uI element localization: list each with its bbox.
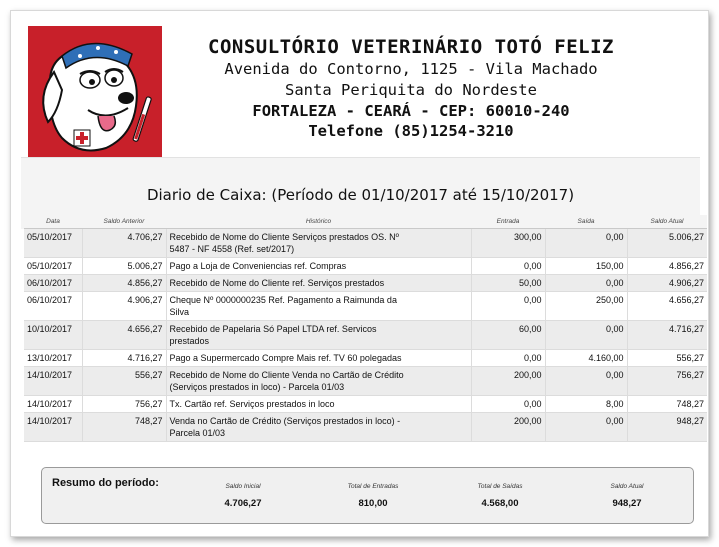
cell-balance: 5.006,27 xyxy=(627,228,707,257)
column-header-history: Histórico xyxy=(166,215,471,228)
history-line-2: Parcela 01/03 xyxy=(169,427,226,438)
cell-out: 0,00 xyxy=(545,320,627,349)
address-line-1: Avenida do Contorno, 1125 - Vila Machado xyxy=(224,60,598,78)
clinic-header xyxy=(171,35,651,141)
cell-balance: 756,27 xyxy=(627,366,707,395)
table-row xyxy=(24,320,707,349)
cash-ledger-table xyxy=(24,215,707,442)
summary-title: Resumo do período: xyxy=(52,477,159,489)
cell-balance: 4.906,27 xyxy=(627,274,707,291)
cell-history xyxy=(166,257,471,274)
cell-history xyxy=(166,349,471,366)
clinic-name: CONSULTÓRIO VETERINÁRIO TOTÓ FELIZ xyxy=(208,36,614,58)
cell-out: 0,00 xyxy=(545,412,627,441)
cell-date: 14/10/2017 xyxy=(24,395,82,412)
summary-label: Total de Entradas xyxy=(347,483,399,490)
table-row xyxy=(24,257,707,274)
table-row xyxy=(24,228,707,257)
table-header-row xyxy=(24,215,707,228)
cell-prev-balance: 748,27 xyxy=(82,412,166,441)
cell-prev-balance: 4.906,27 xyxy=(82,291,166,320)
report-page xyxy=(10,10,709,537)
history-line-2: prestados xyxy=(169,335,210,346)
cell-date: 05/10/2017 xyxy=(24,257,82,274)
table-row xyxy=(24,274,707,291)
cell-date: 06/10/2017 xyxy=(24,291,82,320)
cell-balance: 4.856,27 xyxy=(627,257,707,274)
cell-out: 0,00 xyxy=(545,366,627,395)
cell-balance: 4.656,27 xyxy=(627,291,707,320)
summary-total-in xyxy=(318,483,428,509)
cell-date: 10/10/2017 xyxy=(24,320,82,349)
dog-logo-icon xyxy=(28,26,162,158)
cell-in: 0,00 xyxy=(471,349,545,366)
summary-label: Total de Saídas xyxy=(477,483,523,490)
cell-balance: 556,27 xyxy=(627,349,707,366)
cell-date: 13/10/2017 xyxy=(24,349,82,366)
history-line-1: Tx. Cartão ref. Serviços prestados in loco xyxy=(169,398,335,409)
column-header-date: Data xyxy=(24,215,82,228)
phone-line: Telefone (85)1254-3210 xyxy=(308,122,514,140)
table-row xyxy=(24,366,707,395)
cell-balance: 748,27 xyxy=(627,395,707,412)
cell-in: 60,00 xyxy=(471,320,545,349)
cell-in: 50,00 xyxy=(471,274,545,291)
column-header-balance: Saldo Atual xyxy=(627,215,707,228)
history-line-2: 5487 - NF 4558 (Ref. set/2017) xyxy=(169,243,295,254)
cell-in: 200,00 xyxy=(471,366,545,395)
history-line-1: Cheque Nº 0000000235 Ref. Pagamento a Raimunda da xyxy=(169,294,397,305)
cell-in: 300,00 xyxy=(471,228,545,257)
cell-date: 05/10/2017 xyxy=(24,228,82,257)
cell-out: 0,00 xyxy=(545,228,627,257)
cell-in: 0,00 xyxy=(471,291,545,320)
cell-history xyxy=(166,320,471,349)
cell-prev-balance: 5.006,27 xyxy=(82,257,166,274)
history-line-2: (Serviços prestados in loco) - Parcela 01/03 xyxy=(169,381,345,392)
report-title: Diario de Caixa: (Período de 01/10/2017 até 15/10/2017) xyxy=(146,186,575,204)
cell-balance: 4.716,27 xyxy=(627,320,707,349)
column-header-out: Saída xyxy=(545,215,627,228)
table-row xyxy=(24,349,707,366)
cell-in: 0,00 xyxy=(471,257,545,274)
column-header-in: Entrada xyxy=(471,215,545,228)
cell-date: 06/10/2017 xyxy=(24,274,82,291)
summary-value: 948,27 xyxy=(612,498,642,509)
cell-prev-balance: 556,27 xyxy=(82,366,166,395)
summary-value: 4.706,27 xyxy=(224,498,262,509)
cell-history xyxy=(166,291,471,320)
summary-initial-balance xyxy=(188,483,298,509)
history-line-1: Venda no Cartão de Crédito (Serviços prestados in loco) - xyxy=(169,415,401,426)
cell-in: 0,00 xyxy=(471,395,545,412)
history-line-1: Pago a Loja de Conveniencias ref. Compras xyxy=(169,260,347,271)
cell-prev-balance: 4.656,27 xyxy=(82,320,166,349)
cell-out: 0,00 xyxy=(545,274,627,291)
cell-prev-balance: 756,27 xyxy=(82,395,166,412)
summary-total-out xyxy=(445,483,555,509)
history-line-1: Recebido de Nome do Cliente Venda no Cartão de Crédito xyxy=(169,369,404,380)
cell-history xyxy=(166,228,471,257)
summary-label: Saldo Atual xyxy=(610,483,644,490)
cell-date: 14/10/2017 xyxy=(24,412,82,441)
cell-history xyxy=(166,412,471,441)
history-line-1: Pago a Supermercado Compre Mais ref. TV 60 polegadas xyxy=(169,352,402,363)
cell-prev-balance: 4.706,27 xyxy=(82,228,166,257)
city-line: FORTALEZA - CEARÁ - CEP: 60010-240 xyxy=(252,102,570,120)
table-row xyxy=(24,412,707,441)
column-header-prev-balance: Saldo Anterior xyxy=(82,215,166,228)
cell-balance: 948,27 xyxy=(627,412,707,441)
period-summary xyxy=(41,467,694,524)
table-row xyxy=(24,395,707,412)
cell-prev-balance: 4.856,27 xyxy=(82,274,166,291)
address-line-2: Santa Periquita do Nordeste xyxy=(285,81,537,99)
clinic-logo xyxy=(28,26,162,158)
summary-current-balance xyxy=(572,483,682,509)
cell-out: 8,00 xyxy=(545,395,627,412)
cell-history xyxy=(166,395,471,412)
cell-out: 4.160,00 xyxy=(545,349,627,366)
cell-history xyxy=(166,366,471,395)
history-line-2: Silva xyxy=(169,306,190,317)
summary-value: 4.568,00 xyxy=(481,498,519,509)
table-row xyxy=(24,291,707,320)
history-line-1: Recebido de Nome do Cliente ref. Serviços prestados xyxy=(169,277,385,288)
history-line-1: Recebido de Nome do Cliente Serviços prestados OS. Nº xyxy=(169,231,399,242)
cell-out: 150,00 xyxy=(545,257,627,274)
cell-prev-balance: 4.716,27 xyxy=(82,349,166,366)
summary-label: Saldo Inicial xyxy=(225,483,261,490)
summary-value: 810,00 xyxy=(358,498,388,509)
cell-history xyxy=(166,274,471,291)
cell-in: 200,00 xyxy=(471,412,545,441)
cell-date: 14/10/2017 xyxy=(24,366,82,395)
cell-out: 250,00 xyxy=(545,291,627,320)
history-line-1: Recebido de Papelaria Só Papel LTDA ref. Servicos xyxy=(169,323,377,334)
